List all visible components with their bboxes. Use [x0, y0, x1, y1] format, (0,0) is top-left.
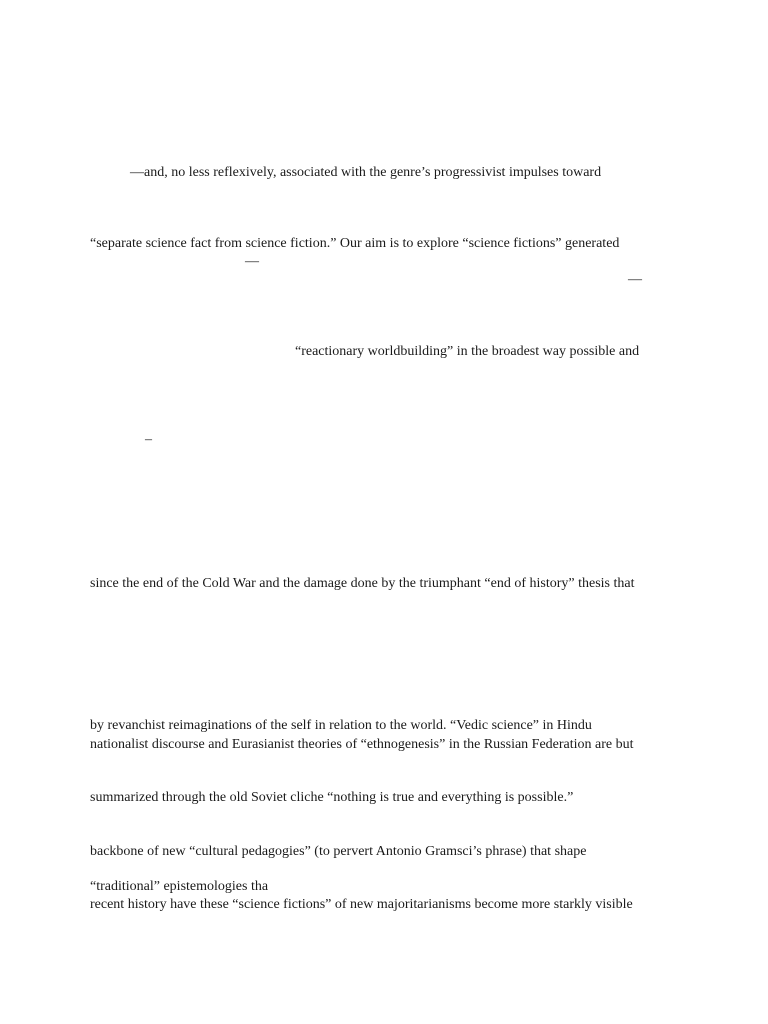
text-line-7: summarized through the old Soviet cliche “nothing is true and everything is possible.”: [90, 790, 574, 805]
dash-3: –: [145, 432, 152, 447]
text-line-9: “traditional” epistemologies tha: [90, 879, 269, 894]
text-line-10: recent history have these “science fictions” of new majoritarianisms become more starkly visible: [90, 897, 633, 912]
dash-1: —: [245, 254, 259, 269]
text-line-5: by revanchist reimaginations of the self in relation to the world. “Vedic science” in Hindu: [90, 718, 592, 733]
text-line-3: “reactionary worldbuilding” in the broadest way possible and: [295, 344, 640, 359]
text-line-2: “separate science fact from science fiction.” Our aim is to explore “science fictions” generated: [90, 236, 620, 251]
dash-2: —: [628, 272, 642, 287]
text-line-6: nationalist discourse and Eurasianist theories of “ethnogenesis” in the Russian Federation are but: [90, 737, 634, 752]
text-line-4: since the end of the Cold War and the damage done by the triumphant “end of history” thesis that: [90, 576, 635, 591]
text-line-8: backbone of new “cultural pedagogies” (to pervert Antonio Gramsci’s phrase) that shape: [90, 844, 587, 859]
text-line-1: —and, no less reflexively, associated with the genre’s progressivist impulses toward: [130, 165, 602, 180]
